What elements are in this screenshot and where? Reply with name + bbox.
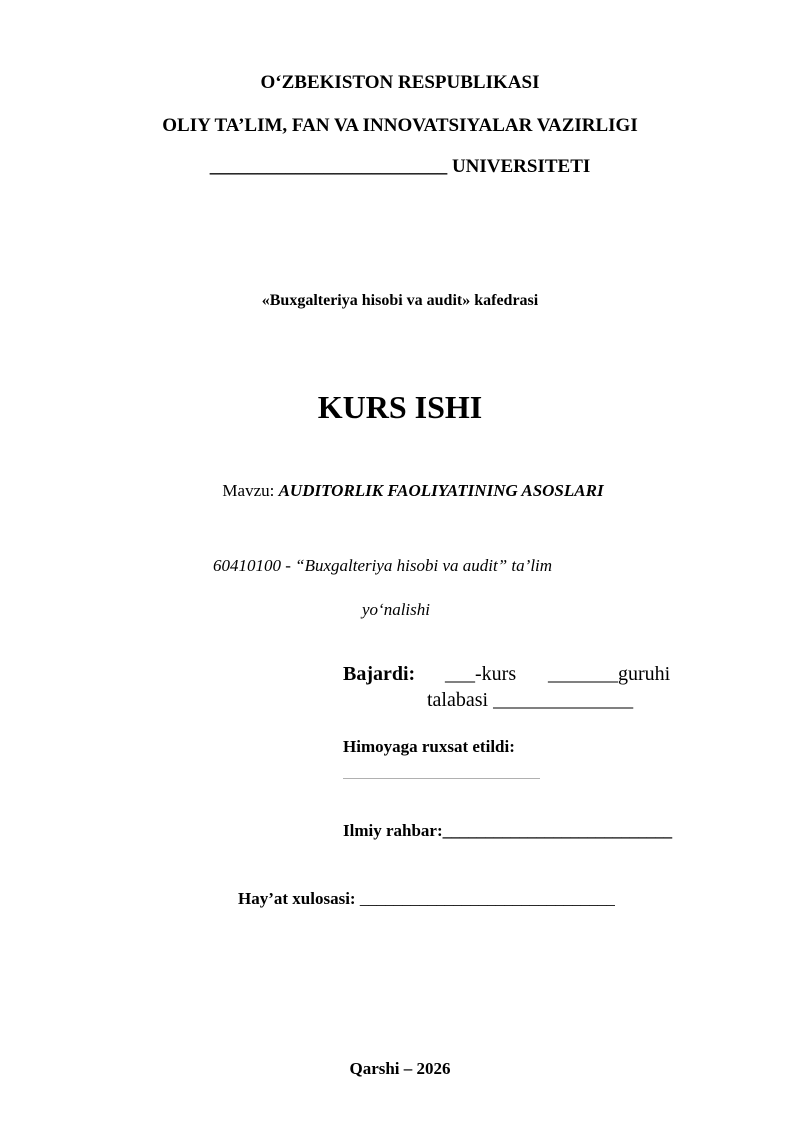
supervisor-line — [343, 821, 672, 841]
commission-blank: ______________________________ — [359, 889, 615, 908]
supervisor-label: Ilmiy rahbar: — [343, 821, 443, 840]
topic-value: AUDITORLIK FAOLIYATINING ASOSLARI — [278, 481, 604, 500]
student-blank: talabasi ______________ — [427, 689, 634, 711]
commission-label: Hay’at xulosasi: — [238, 889, 360, 908]
course-blank: ___-kurs — [445, 663, 517, 685]
document-title: KURS ISHI — [317, 389, 483, 425]
commission-line — [238, 889, 615, 909]
ministry-name-heading: OLIY TA’LIM, FAN VA INNOVATSIYALAR VAZIRLIGI — [162, 115, 638, 136]
ministry-country-heading: O‘ZBEKISTON RESPUBLIKASI — [260, 72, 540, 93]
topic-line — [0, 481, 800, 501]
defense-signature-line — [343, 778, 540, 779]
defense-permission-label: Himoyaga ruxsat etildi: — [343, 737, 515, 756]
topic-label: Mavzu: — [222, 481, 279, 500]
university-name-heading: _________________________ UNIVERSITETI — [209, 156, 591, 177]
department-name: «Buxgalteriya hisobi va audit» kafedrasi — [261, 292, 539, 309]
group-blank: _______guruhi — [548, 663, 671, 685]
performed-by-label: Bajardi: — [343, 663, 416, 685]
supervisor-blank: ___________________________ — [442, 821, 673, 840]
specialty-line-1: 60410100 - “Buxgalteriya hisobi va audit” ta’lim — [213, 556, 553, 575]
specialty-line-2: yo‘nalishi — [362, 600, 430, 619]
city-year-footer: Qarshi – 2026 — [349, 1059, 451, 1078]
